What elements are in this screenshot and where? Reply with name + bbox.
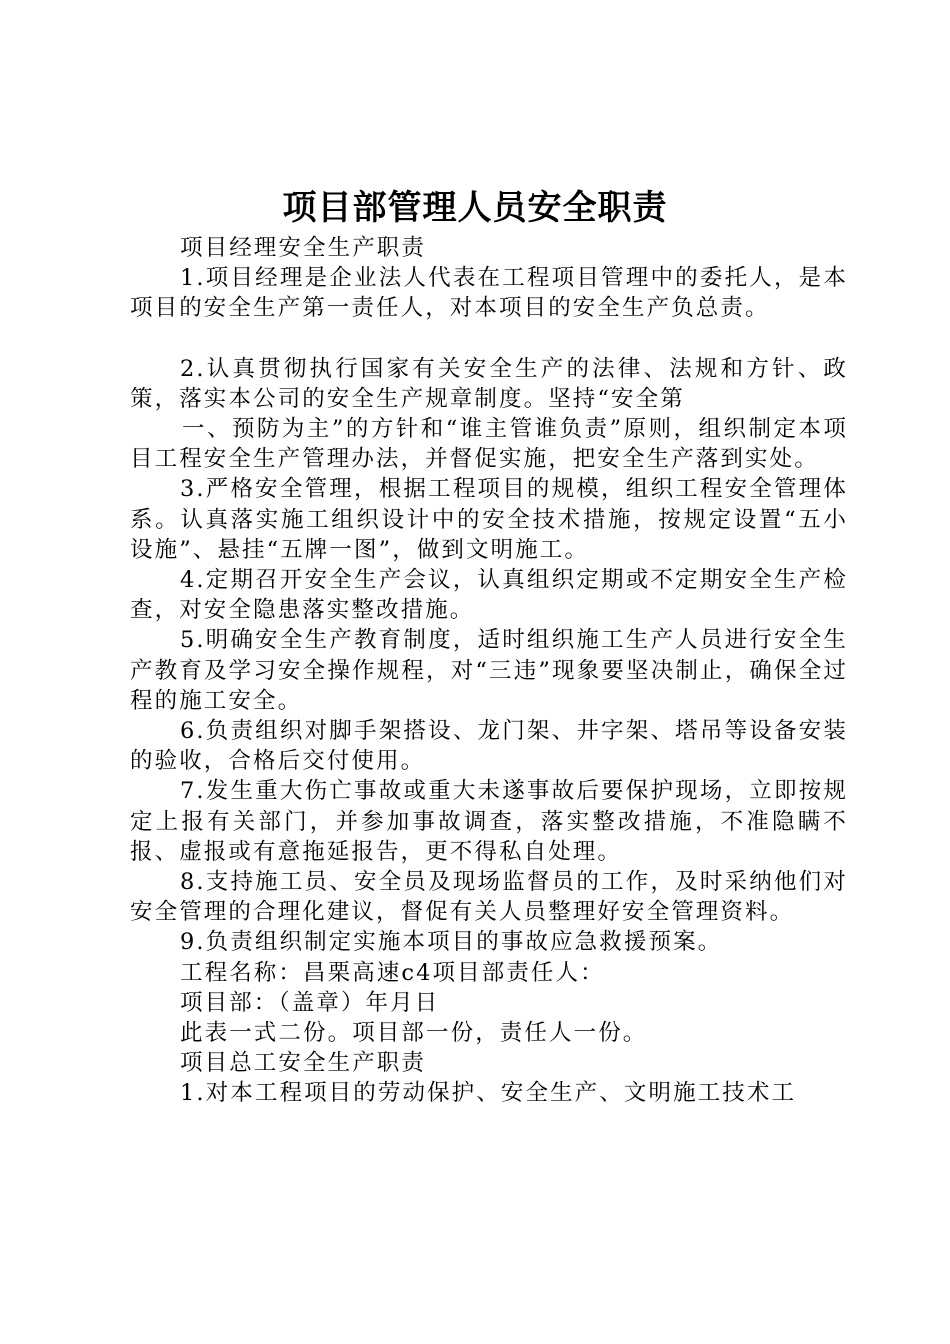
paragraph-item-4: 4.定期召开安全生产会议，认真组织定期或不定期安全生产检查，对安全隐患落实整改措施。 <box>130 567 848 624</box>
paragraph-item-2: 2.认真贯彻执行国家有关安全生产的法律、法规和方针、政策，落实本公司的安全生产规章制度。坚持“安全第 <box>130 355 848 412</box>
paragraph-item-1: 1.项目经理是企业法人代表在工程项目管理中的委托人，是本项目的安全生产第一责任人，对本项目的安全生产负总责。 <box>130 265 848 322</box>
paragraph-item-2-continued: 一、预防为主”的方针和“谁主管谁负责”原则，组织制定本项目工程安全生产管理办法，并督促实施，把安全生产落到实处。 <box>130 416 848 473</box>
paragraph-item-3: 3.严格安全管理，根据工程项目的规模，组织工程安全管理体系。认真落实施工组织设计中的安全技术措施，按规定设置“五小设施”、悬挂“五牌一图”，做到文明施工。 <box>130 476 848 563</box>
paragraph-item-6: 6.负责组织对脚手架搭设、龙门架、井字架、塔吊等设备安装的验收，合格后交付使用。 <box>130 718 848 775</box>
document-body <box>130 233 848 1109</box>
paragraph-item-8: 8.支持施工员、安全员及现场监督员的工作，及时采纳他们对安全管理的合理化建议，督促有关人员整理好安全管理资料。 <box>130 869 848 926</box>
paragraph-chief-item-1: 1.对本工程项目的劳动保护、安全生产、文明施工技术工 <box>180 1080 797 1107</box>
document-title: 项目部管理人员安全职责 <box>282 188 668 228</box>
paragraph-item-9: 9.负责组织制定实施本项目的事故应急救援预案。 <box>180 929 723 956</box>
paragraph-item-7: 7.发生重大伤亡事故或重大未遂事故后要保护现场，立即按规定上报有关部门，并参加事故调查，落实整改措施，不准隐瞒不报、虚报或有意拖延报告，更不得私自处理。 <box>130 778 848 865</box>
paragraph-item-5: 5.明确安全生产教育制度，适时组织施工生产人员进行安全生产教育及学习安全操作规程，对“三违”现象要坚决制止，确保全过程的施工安全。 <box>130 627 848 714</box>
section-heading-manager: 项目经理安全生产职责 <box>180 235 427 261</box>
seal-date-line: 项目部：（盖章）年月日 <box>180 989 440 1016</box>
copies-note: 此表一式二份。项目部一份，责任人一份。 <box>180 1020 648 1047</box>
section-heading-chief-engineer: 项目总工安全生产职责 <box>180 1050 427 1077</box>
project-name-line: 工程名称：昌栗高速c4项目部责任人： <box>180 959 605 986</box>
